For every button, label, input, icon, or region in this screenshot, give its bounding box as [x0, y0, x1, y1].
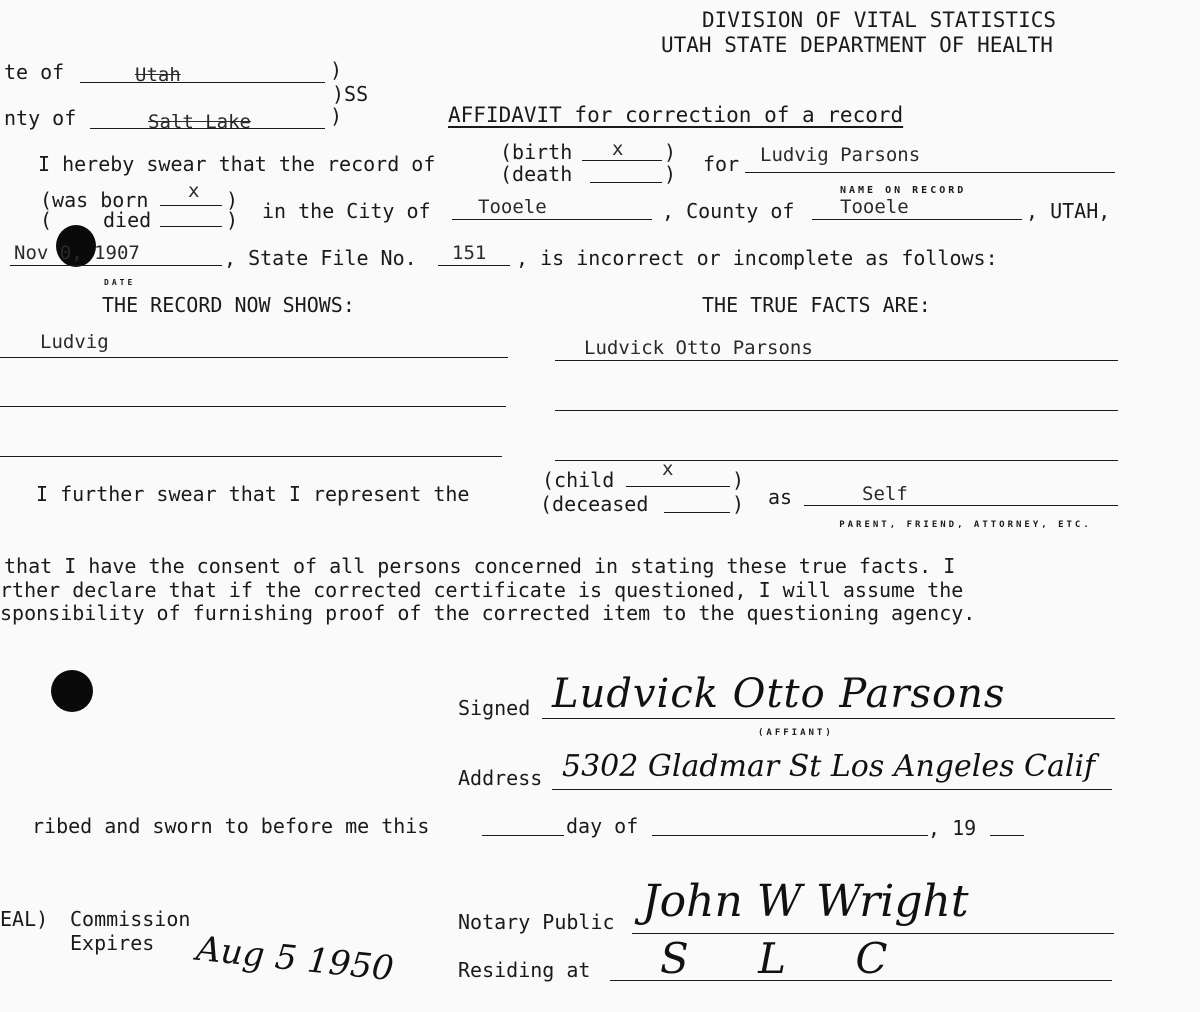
signed-line — [542, 718, 1115, 719]
sworn-text-a: ribed and sworn to before me this — [32, 814, 430, 838]
record-line-3 — [0, 456, 502, 457]
was-born-line — [160, 205, 222, 206]
division-heading: DIVISION OF VITAL STATISTICS — [702, 8, 1057, 32]
birth-label: (birth — [500, 140, 573, 164]
state-label: te of — [4, 60, 65, 84]
true-facts-entry: Ludvick Otto Parsons — [584, 337, 813, 359]
birth-paren: ) — [664, 140, 677, 164]
notary-signature: John W Wright — [642, 876, 969, 927]
deceased-line — [664, 512, 730, 513]
affiant-caption: (AFFIANT) — [758, 728, 834, 738]
represent-text: I further swear that I represent the — [36, 482, 470, 506]
represent-caption: PARENT, FRIEND, ATTORNEY, ETC. — [839, 520, 1092, 530]
file-value: 151 — [452, 242, 487, 264]
child-label: (child — [542, 468, 615, 492]
record-line-2 — [0, 406, 506, 407]
as-label: as — [768, 485, 793, 509]
county-venue-line — [90, 128, 325, 129]
as-value: Self — [862, 483, 908, 505]
died-line — [160, 226, 222, 227]
county-label: , County of — [662, 199, 795, 223]
address-value: 5302 Gladmar St Los Angeles Calif — [562, 749, 1096, 784]
file-line — [438, 265, 510, 266]
sworn-year-line — [990, 835, 1024, 836]
consent-line-3: sponsibility of furnishing proof of the corrected item to the questioning agency. — [0, 601, 976, 625]
address-line — [552, 789, 1112, 790]
consent-line-2: rther declare that if the corrected certificate is questioned, I will assume the — [0, 578, 964, 602]
was-born-label: (was born — [40, 188, 149, 212]
department-heading: UTAH STATE DEPARTMENT OF HEALTH — [661, 33, 1053, 57]
city-value: Tooele — [478, 196, 547, 218]
record-line-1 — [0, 357, 508, 358]
signed-label: Signed — [458, 696, 531, 720]
state-value: Utah — [135, 64, 181, 86]
death-label: (death — [500, 162, 573, 186]
record-shows-entry: Ludvig — [40, 331, 109, 353]
consent-line-1: that I have the consent of all persons concerned in stating these true facts. I — [4, 554, 956, 578]
child-mark: x — [662, 458, 674, 480]
expires-value: Aug 5 1950 — [194, 928, 396, 990]
died-paren: ) — [226, 208, 239, 232]
affiant-signature: Ludvick Otto Parsons — [552, 671, 1006, 717]
city-line — [452, 219, 652, 220]
as-line — [804, 505, 1118, 506]
residing-label: Residing at — [458, 958, 591, 982]
sworn-day-line — [482, 835, 564, 836]
died-open-paren: ( — [40, 208, 53, 232]
state-paren: ) — [330, 58, 343, 82]
died-label: died — [103, 208, 152, 232]
residing-value: S L C — [660, 934, 916, 983]
was-born-mark: x — [188, 180, 200, 202]
was-born-paren: ) — [226, 188, 239, 212]
ss-mark: )SS — [332, 82, 369, 106]
incorrect-text: , is incorrect or incomplete as follows: — [516, 246, 998, 270]
deceased-paren: ) — [732, 492, 745, 516]
name-caption: NAME ON RECORD — [840, 185, 967, 196]
residing-line — [610, 980, 1112, 981]
birth-line — [582, 160, 662, 161]
facts-line-3 — [555, 460, 1118, 461]
county-venue-value: Salt Lake — [148, 111, 251, 133]
county-venue-label: nty of — [4, 106, 77, 130]
sworn-text-c: , 19 — [928, 816, 977, 840]
county-line — [812, 219, 1022, 220]
name-line — [745, 172, 1115, 173]
notary-label: Notary Public — [458, 910, 615, 934]
file-label: , State File No. — [224, 246, 417, 270]
expires-label: Expires — [70, 931, 155, 955]
punch-hole-bottom — [51, 670, 93, 712]
sworn-text-b: day of — [566, 814, 639, 838]
city-label: in the City of — [262, 199, 431, 223]
seal-label: EAL) — [0, 907, 49, 931]
date-line — [10, 265, 222, 266]
date-caption: DATE — [104, 278, 136, 287]
form-title: AFFIDAVIT for correction of a record — [448, 103, 904, 127]
death-line — [590, 182, 662, 183]
date-value: Nov 0, 1907 — [14, 242, 140, 264]
state-suffix: , UTAH, — [1026, 199, 1111, 223]
commission-label: Commission — [70, 907, 191, 931]
child-line — [626, 486, 730, 487]
county-value: Tooele — [840, 196, 909, 218]
birth-mark: x — [612, 138, 624, 160]
facts-line-1 — [555, 360, 1118, 361]
swear-text: I hereby swear that the record of — [38, 152, 436, 176]
child-paren: ) — [732, 468, 745, 492]
sworn-month-line — [652, 835, 928, 836]
true-facts-heading: THE TRUE FACTS ARE: — [702, 293, 931, 317]
state-line — [80, 82, 325, 83]
record-shows-heading: THE RECORD NOW SHOWS: — [102, 293, 355, 317]
deceased-label: (deceased — [540, 492, 649, 516]
facts-line-2 — [555, 410, 1118, 411]
address-label: Address — [458, 766, 543, 790]
county-paren: ) — [330, 104, 343, 128]
death-paren: ) — [664, 162, 677, 186]
for-label: for — [703, 152, 740, 176]
name-on-record: Ludvig Parsons — [760, 144, 921, 166]
